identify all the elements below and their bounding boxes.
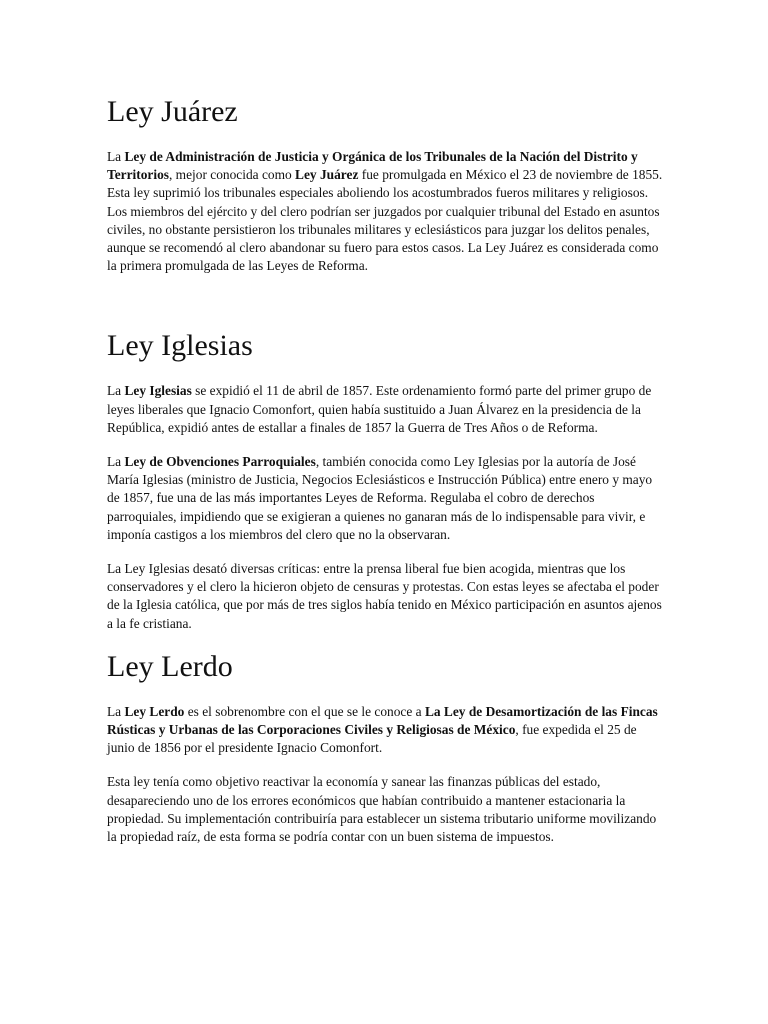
paragraph-ley-iglesias-3: La Ley Iglesias desató diversas críticas: entre la prensa liberal fue bien acogida, mientras que los conservadores y el clero la hicieron objeto de censuras y protestas. Con estas leyes se afectaba el poder de la Iglesia católica, que por más de tres siglos había tenido en México participación en asuntos ajenos a la fe cristiana.	[107, 561, 662, 631]
text-run: , fue expedida el 25 de junio de 1856 por el presidente Ignacio Comonfort.	[107, 722, 637, 756]
text-run: fue promulgada en México el 23 de noviembre de 1855. Esta ley suprimió los tribunales especiales aboliendo los acostumbrados fueros militares y religiosos. Los miembros del ejército y del clero podrían ser juzgados por cualquier tribunal del Estado en asuntos civiles, no obstante persistieron los tribunales militares y eclesiásticos para juzgar los delitos penales, aunque se recomendó al clero abandonar su fuero para estos casos. La Ley Juárez es considerada como la primera promulgada de las Leyes de Reforma.	[107, 167, 663, 274]
text-run: La	[107, 703, 125, 719]
heading-ley-iglesias: Ley Iglesias	[107, 329, 253, 363]
paragraph-ley-juarez	[107, 148, 663, 275]
bold-law-short-name: Ley Iglesias	[124, 383, 192, 399]
bold-law-short-name: Ley Juárez	[295, 167, 359, 183]
bold-law-full-name: Ley de Obvenciones Parroquiales	[124, 454, 316, 470]
text-run: La	[107, 454, 125, 470]
paragraph-ley-iglesias-2	[107, 453, 663, 544]
bold-law-full-name: La Ley de Desamortización de las Fincas Rústicas y Urbanas de las Corporaciones Civiles y Religiosas de México	[107, 703, 658, 738]
text-run: La	[107, 149, 125, 164]
text-run: es el sobrenombre con el que se le conoce a	[184, 703, 425, 719]
paragraph-ley-lerdo-1	[107, 703, 663, 758]
paragraph-ley-lerdo-2: Esta ley tenía como objetivo reactivar la economía y sanear las finanzas públicas del estado, desapareciendo uno de los errores económicos que habían contribuido a mantener estacionaria la propiedad. Su implementación contribuiría para establecer un sistema tributario uniforme movilizando la propiedad raíz, de esta forma se podría contar con un buen sistema de impuestos.	[107, 774, 657, 845]
bold-law-full-name: Ley de Administración de Justicia y Orgánica de los Tribunales de la Nación del Distrito y Territorios	[107, 149, 638, 183]
document-page	[107, 0, 663, 846]
text-run: , también conocida como Ley Iglesias por la autoría de José María Iglesias (ministro de Justicia, Negocios Eclesiásticos e Instrucción Pública) entre enero y mayo de 1857, fue una de las más importantes Leyes de Reforma. Regulaba el cobro de derechos parroquiales, impidiendo que se exigieran a quienes no ganaran más de lo indispensable para vivir, e imponía castigos a los miembros del clero que no la observaran.	[107, 454, 653, 542]
text-run: , mejor conocida como	[168, 167, 296, 183]
bold-law-short-name: Ley Lerdo	[124, 703, 185, 719]
heading-ley-juarez: Ley Juárez	[107, 95, 238, 128]
heading-ley-lerdo: Ley Lerdo	[107, 649, 233, 683]
text-run: La	[107, 383, 125, 399]
text-run: se expidió el 11 de abril de 1857. Este ordenamiento formó parte del primer grupo de leyes liberales que Ignacio Comonfort, quien había sustituido a Juan Álvarez en la presidencia de la República, expidió antes de estallar a finales de 1857 la Guerra de Tres Años o de Reforma.	[107, 383, 652, 435]
paragraph-ley-iglesias-1	[107, 382, 663, 437]
